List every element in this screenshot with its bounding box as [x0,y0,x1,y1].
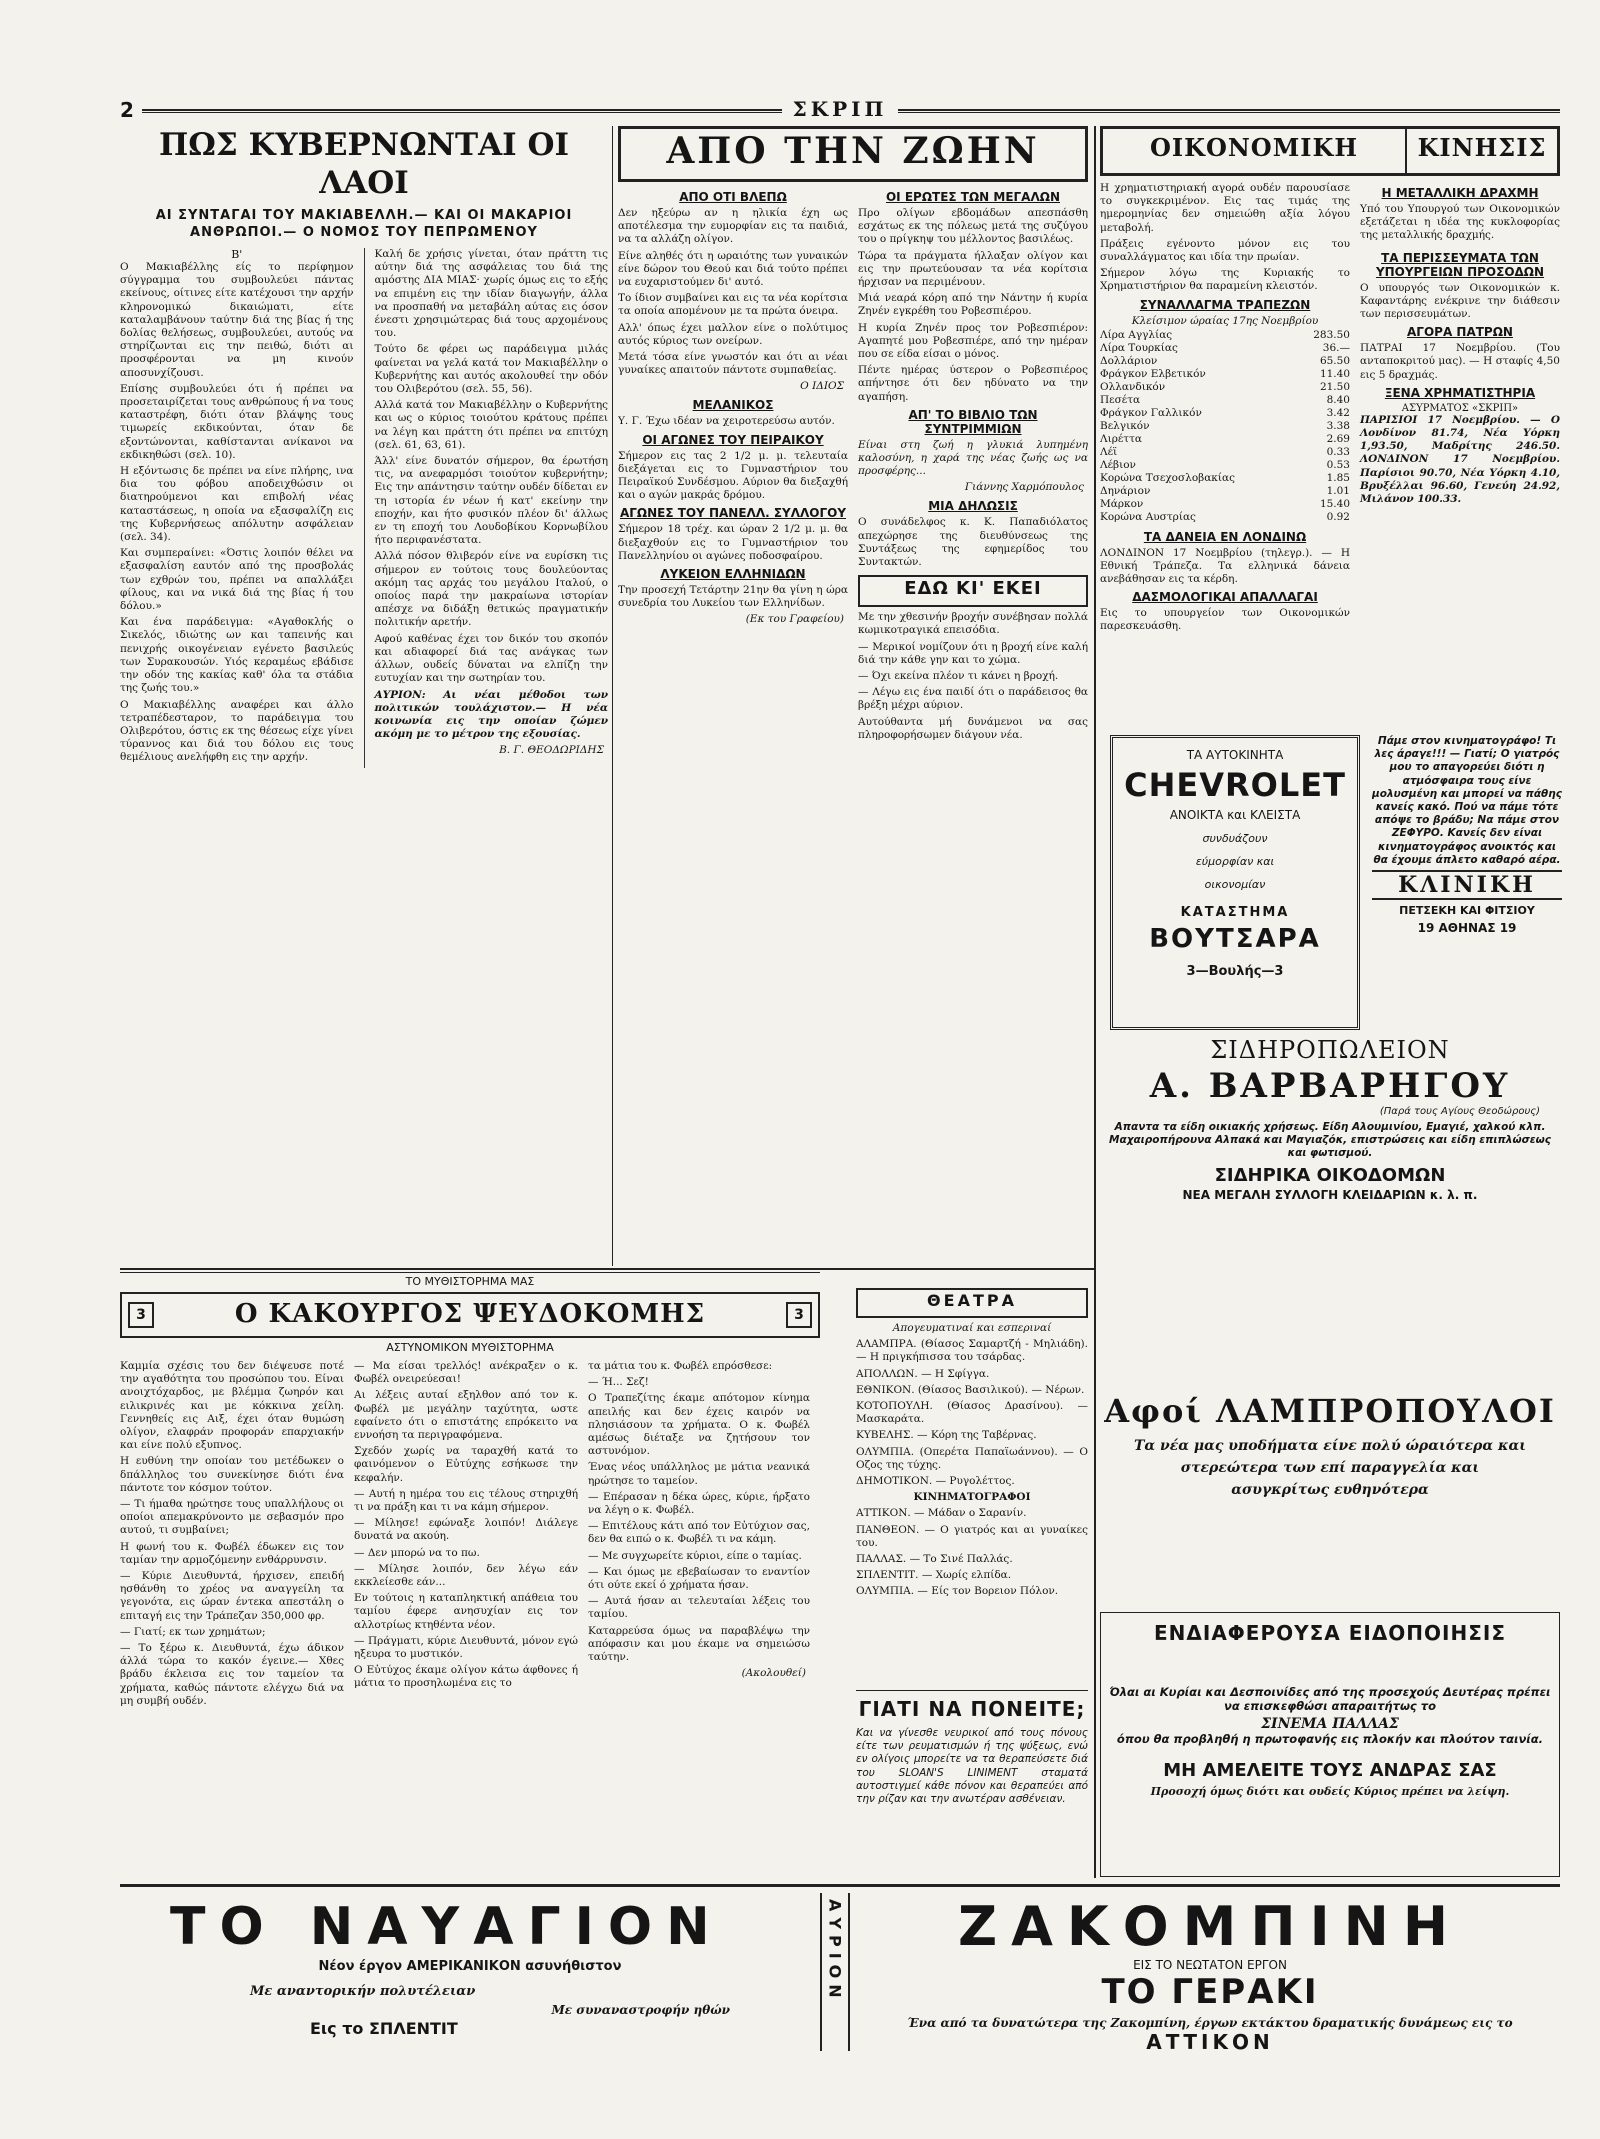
economics-title-2: ΚΙΝΗΣΙΣ [1417,133,1547,162]
rate-currency: Φράγκον Γαλλικόν [1100,406,1202,419]
notice-text-2: όπου θα προβληθή η πρωτοφανής εις πλοκήν και πλούτον ταινία. [1116,1732,1544,1746]
chev-line-1: ΑΝΟΙΚΤΑ και ΚΛΕΙΣΤΑ [1169,808,1301,822]
listing-line: ΕΘΝΙΚΟΝ. (Θίασος Βασιλικού). — Νέρων. [856,1383,1085,1396]
paragraph: — Δεν μπορώ να το πω. [354,1546,480,1559]
article-column-2 [375,248,609,768]
dasmo-title: ΔΑΣΜΟΛΟΓΙΚΑΙ ΑΠΑΛΛΑΓΑΙ [1132,590,1318,605]
serial-title-box [120,1292,820,1338]
paragraph: Τώρα τα πράγματα ήλλαξαν ολίγον και εις την πρωτεύουσαν τα νέα κορίτσια ήρχισαν να περιμένουν. [858,249,1088,289]
article-kyvernisi [120,126,608,1266]
rate-value: 21.50 [1319,380,1350,393]
nauagion-ad [130,1897,810,2052]
paragraph: — Μερικοί νομίζουν ότι η βροχή είνε καλή διά την κάθε γην και το χώμα. [858,640,1088,666]
bottom-banner [120,1884,1560,2054]
rate-value: 11.40 [1319,367,1350,380]
listing-line: ΑΠΟΛΛΩΝ. — Η Σφίγγα. [856,1367,990,1380]
nauagion-line-2: Με αναντορικήν πολυτέλειαν [250,1984,476,1999]
rate-value: 1.01 [1326,484,1350,497]
paragraph: Σήμερον 18 τρέχ. και ώραν 2 1/2 μ. μ. θα διεξαχθούν εις το Γυμναστήριον του Πανελληνίου οι αγώνες ποδοσφαίρου. [618,523,848,562]
article-signature: Β. Γ. ΘΕΟΔΩΡΙΔΗΣ [499,744,604,757]
rate-value: 283.50 [1313,328,1350,341]
listing-line: ΣΠΛΕΝΤΙΤ. — Χωρίς ελπίδα. [856,1569,1012,1582]
paragraph: Αλλά πόσον θλιβερόν είνε να ευρίσκη τις σήμερον εν τούτοις τους δουλεύοντας ακόμη τας αρχάς του μεγάλου Ιταλού, ο οποίος παρά την μακραίωνα ιστορίαν απέσχε να διδάξη θετικώς πραγματικήν πολιτικήν αρετήν. [374,550,608,629]
paragraph: Ένας νέος υπάλληλος με μάτια νεανικά ηρώτησε το ταμείον. [588,1461,810,1487]
listing-line: ΑΛΑΜΠΡΑ. (Θίασος Σαμαρτζή - Μηλιάδη). — Η πριγκήπισσα του τσάρδας. [856,1338,1088,1364]
london-title: ΤΑ ΔΑΝΕΙΑ ΕΝ ΛΟΝΔΙΝΩ [1143,529,1307,544]
serial-number-right: 3 [786,1302,812,1328]
rate-currency: Δηνάριον [1100,484,1151,497]
paragraph: Δεν ηξεύρω αν η ηλικία έχη ως αποτέλεσμα την ευμορφίαν εις τα παιδιά, να τα αλλάζη ολίγον. [618,207,848,246]
clinic-name: ΚΛΙΝΙΚΗ [1372,870,1562,900]
paragraph: Υ. Γ. Έχω ιδέαν να χειροτερεύσω αυτόν. [618,415,835,428]
paragraph: Σήμερον εις τας 2 1/2 μ. μ. τελευταία διεξάγεται εις το Γυμναστήριον του Πειραϊκού Συνδέσμου. Αύριον θα διεξαχθή και ο αγών μακράς δρόμου. [618,449,848,502]
rate-currency: Λίρα Τουρκίας [1100,341,1178,354]
article-subtitle-1: ΑΙ ΣΥΝΤΑΓΑΙ ΤΟΥ ΜΑΚΙΑΒΕΛΛΗ.— ΚΑΙ ΟΙ ΜΑΚΑΡΙΟΙ [155,208,573,223]
nauagion-title: ΤΟ ΝΑΥΑΓΙΟΝ [170,1897,724,1957]
rate-row [1100,498,1350,511]
paragraph: Και συμπεραίνει: «Όστις λοιπόν θέλει να εξασφαλίση εαυτόν από της προσβολάς των εχθρών του, πρέπει να απαλλάξει φίλους, και να νικά διά της βίας ή του δόλου.» [120,547,354,613]
paragraph: Είναι στη ζωή η γλυκιά λυπημένη καλοσύνη, η χαρά της νέας ζωής ως να προσφέρης... [858,438,1088,478]
zoe-sub-right: ΟΙ ΕΡΩΤΕΣ ΤΩΝ ΜΕΓΑΛΩΝ [885,190,1060,204]
rate-currency: Βελγικόν [1100,419,1150,432]
paragraph: — Λέγω εις ένα παιδί ότι ο παράδεισος θα βρέξη μέχρι αύριον. [858,686,1088,712]
listing-line: ΚΟΤΟΠΟΥΛΗ. (Θίασος Δρασίνου). — Μασκαράτα. [856,1400,1088,1426]
closing-note: ΑΥΡΙΟΝ: Αι νέαι μέθοδοι των πολιτικών τουλάχιστον.— Η νέα κοινωνία εις την οποίαν ζώμεν ακόμη με το μέτρον της εξουσίας. [374,688,608,741]
serial-column-1 [120,1360,344,1711]
serial-column-2 [354,1360,578,1711]
paragraph: Άλλ' είνε δυνατόν σήμερον, θα έρωτήση τις, να ανεφαρμόσι τοιούτον κυβερνήτην; Εις την απάντησιν ταύτην ουδέν δίδεται εν τη ιστορία έν νέων ή κατ' εκείνην την εποχήν, και ήτο φυσικόν πλέον δι' άλλως εν τη εποχή του Λουδοβίκου Κορνωβίλου ήτο περιφανέστατα. [374,455,608,547]
panell-head: ΑΓΩΝΕΣ ΤΟΥ ΠΑΝΕΛΛ. ΣΥΛΛΟΓΟΥ [619,506,847,521]
theatre-title-box [856,1288,1088,1318]
paragraph: Επίσης συμβουλεύει ότι ή πρέπει να προσεταιρίζεται τους ανθρώπους ή να τους καταστρέφη, διότι όταν βλάψης τους τιμωρείς εκδικούνται, όταν δε εξοντώνονται, καθίστανται ανίκανοι να εκδικηθώσι (σελ. 10). [120,382,354,461]
zoe-column-2 [858,186,1088,745]
rate-row [1100,394,1350,407]
rate-value: 2.69 [1326,432,1350,445]
listing-line: ΟΛΥΜΠΙΑ. — Είς τον Βορειον Πόλον. [856,1585,1059,1598]
paragraph: Με την χθεσινήν βροχήν συνέβησαν πολλά κωμικοτραγικά επεισόδια. [858,611,1088,637]
rate-row [1100,446,1350,459]
paragraph: Καμμία σχέσις του δεν διέψευσε ποτέ την αγαθότητα του προσώπου του. Είναι ανοιχτόχαρδος, με βλέμμα ζωηρόν και ειλικρινές και με κόκκινα χείλη. Γεννηθείς εις Αιξ, έχει όταν θυμώση ολίγον, ελαφράν προφοράν επαρχιακήν και είνε πολύ εξυπνος. [120,1360,344,1452]
xena-sub: ΑΣΥΡΜΑΤΟΣ «ΣΚΡΙΠ» [1401,402,1519,414]
iron-name: Α. ΒΑΡΒΑΡΗΓΟΥ [1149,1066,1511,1106]
economics-column-2 [1360,182,1560,637]
iron-text: Απαντα τα είδη οικιακής χρήσεως. Είδη Αλουμινίου, Εμαγιέ, χαλκού κλπ. Μαχαιροπήρουνα Αλπακά και Μαγιαζόκ, επιστρώσεις και είδη επιπλώσεως και φωτισμού. [1109,1121,1551,1160]
melan-head: ΜΕΛΑΝΙΚΟΣ [692,398,774,413]
ypothesi-signature: Γιάννης Χαρμόπουλος [964,481,1084,494]
paragraph: Πέντε ημέρας ύστερον ο Ροβεσπιέρος απήντησε ότι δεν ηδύνατο να την αγαπήση. [858,364,1088,403]
iron-place: (Παρά τους Αγίους Θεοδώρους) [1379,1106,1540,1117]
patras-title: ΑΓΟΡΑ ΠΑΤΡΩΝ [1407,325,1513,340]
rate-row [1100,485,1350,498]
surplus-title: ΤΑ ΠΕΡΙΣΣΕΥΜΑΤΑ ΤΩΝ ΥΠΟΥΡΓΕΙΩΝ ΠΡΟΣΟΔΩΝ [1375,250,1545,279]
rate-value: 65.50 [1319,354,1350,367]
chev-line-2: συνδυάζουν [1202,832,1268,845]
paragraph: ΠΑΤΡΑΙ 17 Νοεμβρίου. (Του ανταποκριτού μας). — Η σταφίς 4,50 εις 5 δραχμάς. [1360,342,1560,381]
notice-warning: ΜΗ ΑΜΕΛΕΙΤΕ ΤΟΥΣ ΑΝΔΡΑΣ ΣΑΣ [1163,1760,1497,1781]
rate-currency: Λιρέττα [1100,432,1143,445]
iron-title: ΣΙΔΗΡΟΠΩΛΕΙΟΝ [1210,1036,1450,1064]
rate-currency: Λέβιον [1100,458,1136,471]
paragraph: Αι λέξεις αυταί εξηλθον από τον κ. Φωβέλ με μεγάλην ταχύτητα, ωστε εφαίνετο ότι ο επιστάτης επρόκειτο να εννοήση τα περιγραφόμενα. [354,1389,578,1442]
paragraph: — Όχι εκείνα πλέον τι κάνει η βροχή. [858,670,1059,683]
article-subtitle-2: ΑΝΘΡΩΠΟΙ.— Ο ΝΟΜΟΣ ΤΟΥ ΠΕΠΡΩΜΕΝΟΥ [190,225,538,240]
chevrolet-ad [1110,735,1360,1030]
rate-value: 3.38 [1326,419,1350,432]
drachma-title: Η ΜΕΤΑΛΛΙΚΗ ΔΡΑΧΜΗ [1381,186,1539,200]
rate-value: 36.— [1322,341,1350,354]
paragraph: — Επέρασαν η δέκα ώρες, κύριε, ήρξατο να λέγη ο κ. Φωβέλ. [588,1490,810,1517]
paragraph: Και ένα παράδειγμα: «Αγαθοκλής ο Σικελός, ιδιώτης ων και ταπεινής και πενιχρής οικογένειαν εγένετο βασιλεύς των Συρακουσών. Υιός κεραμέως εβάδισε την οδόν της κακίας καθ' όλα τα στάδια της ζωής του.» [120,616,354,695]
paragraph: Καλή δε χρήσις γίνεται, όταν πράττη τις αύτην διά της ασφάλειας του διά της αμόστης ΔΙΑ ΜΙΑΣ· χωρίς όμως εις το εξής να επιμένη εις την ιδίαν διαγωγήν, άλλα να προσπαθή να μεταβάλη αύτας εις όσον ένεστι χρησιμώτερας διά τους αρχομένους του. [374,248,608,340]
rate-row [1100,368,1350,381]
notice-cinema: ΣΙΝΕΜΑ ΠΑΛΛΑΣ [1261,1716,1399,1732]
chev-name: ΒΟΥΤΣΑΡΑ [1149,924,1321,954]
article-column-1 [120,248,354,768]
chev-line-3: εύμορφίαν και [1195,855,1275,868]
paragraph: Την προσεχή Τετάρτην 21ην θα γίνη η ώρα συνεδρία του Λυκείου των Ελληνίδων. [618,584,848,610]
economics-column-1 [1100,182,1350,637]
edo-title-box [858,575,1088,607]
listing-line: ΑΤΤΙΚΟΝ. — Μάδαν ο Σαρανίν. [856,1507,1027,1520]
serial-continued: (Ακολουθεί) [741,1667,806,1680]
paragraph: Αλλά κατά τον Μακιαβέλλην ο Κυβερνήτης και ως ο κύριος τοιούτου κράτους πρέπει να λέγη και πράττη ότι πρέπει να επιτύχη (σελ. 61, 63, 61). [374,399,608,451]
ironstore-ad [1100,1036,1560,1211]
rate-currency: Φράγκον Ελβετικόν [1100,367,1206,380]
paragraph: Αυτούθαντα μή δυνάμενοι να σας πληροφορήσωμεν διάγουν νέα. [858,715,1088,741]
lykeion-head: ΛΥΚΕΙΟΝ ΕΛΛΗΝΙΔΩΝ [660,567,806,582]
section-mark: Β' [231,248,243,261]
zoe-column-1 [618,186,848,745]
iron-sub-1: ΣΙΔΗΡΙΚΑ ΟΙΚΟΔΟΜΩΝ [1214,1164,1446,1186]
paragraph: Η χρηματιστηριακή αγορά ουδέν παρουσίασε το συγκεκριμένον. Εις τας τιμάς της ημερομηνίας δεν σημειώθη αξία λόγου μεταβολή. [1100,182,1350,234]
paragraph: Υπό του Υπουργού των Οικονομικών εξετάζεται η ιδέα της κυκλοφορίας της μεταλλικής δραχμής. [1360,203,1560,242]
notice-text: Όλαι αι Κυρίαι και Δεσποινίδες από της προσεχούς Δευτέρας πρέπει να επισκεφθώσι απαραιτήτως το [1109,1685,1551,1713]
paragraph: Τούτο δε φέρει ως παράδειγμα μιλάς φαίνεται να γελά κατά τον Μακιαβέλλην ο Κυβερνήτης και αυτός ακολουθεί την οδόν του Ολιβερότου (σελ. 55, 56). [374,343,608,396]
lamp-line-1: Τα νέα μας υποδήματα είνε πολύ ώραιότερα και [1133,1438,1527,1454]
rate-row [1100,472,1350,485]
rate-row [1100,381,1350,394]
iron-sub-2: ΝΕΑ ΜΕΓΑΛΗ ΣΥΛΛΟΓΗ ΚΛΕΙΔΑΡΙΩΝ κ. λ. π. [1182,1187,1478,1202]
rate-currency: Λίρα Αγγλίας [1100,328,1173,341]
paragraph: Εις το υπουργείον των Οικονομικών παρεσκευάσθη. [1100,607,1350,633]
serial-column-3 [588,1360,810,1711]
chev-line-4: οικονομίαν [1204,878,1266,891]
listing-subhead: ΚΙΝΗΜΑΤΟΓΡΑΦΟΙ [913,1491,1031,1504]
zoe-title-box [618,126,1088,182]
paragraph: Μιά νεαρά κόρη από την Νάντην ή κυρία Ζηνέν εγκρέθη του Ροβεσπιέρου. [858,292,1088,318]
rate-row [1100,420,1350,433]
paragraph: Η εξόντωσις δε πρέπει να είνε πλήρης, ινα δια του φόβου αποδειχθώσιν οι διατηρούμενοι και επιβολή νέας καταστάσεως, η οποία να εξασφαλίζη εις της Κυβερνήσεως απόλυτην ασφάλειαν (σελ. 34). [120,465,354,544]
rate-currency: Μάρκον [1100,497,1144,510]
paragraph: Ο Μακιαβέλλης αναφέρει και άλλο τετραπέδεσταρον, το παράδειγμα του Ολιβερότου, όστις εκ της θέσεως είχε γίνει τύραννος και διά του δόλου εις τους θεμέλιους ανελήφθη εις την αρχήν. [120,698,354,764]
lamp-line-2: στερεώτερα των επί παραγγελία και [1180,1460,1480,1476]
zakompini-text: Ένα από τα δυνατώτερα της Ζακομπίνη, έργων εκτάκτου δραματικής δυνάμεως εις το [907,2016,1513,2030]
column-rule [612,126,613,1266]
rate-currency: Κορώνα Τσεχοσλοβακίας [1100,471,1235,484]
paragraph: Η φωνή του κ. Φωβέλ έδωκεν εις τον ταμίαν την αρμοζόμενην ενθάρρυνσιν. [120,1540,344,1566]
paragraph: Ο Εὐτύχος έκαμε ολίγον κάτω άφθονες ή μάτια το προσηλωμένα εις το [354,1664,578,1690]
lampropouloi-ad [1100,1392,1560,1527]
paragraph: — Το ξέρω κ. Διευθυντά, έχω άδικον άλλά τώρα το κακόν έγεινε.— Χθες βράδυ έκλεισα εις τον ταμείον τα χρήματα, καθώς πάντοτε ελέγχω διά να μη συμβή ουδέν. [120,1642,344,1707]
lykeion-signature: (Εκ του Γραφείου) [745,613,844,626]
rates-table [1100,329,1350,524]
rate-value: 15.40 [1319,497,1350,510]
liniment-title: ΓΙΑΤΙ ΝΑ ΠΟΝΕΙΤΕ; [858,1697,1086,1721]
rate-value: 3.42 [1326,406,1350,419]
rate-row [1100,342,1350,355]
serial-label: ΤΟ ΜΥΘΙΣΤΟΡΗΜΑ ΜΑΣ [120,1272,820,1288]
paragraph: Ο Μακιαβέλλης είς το περίφημον σύγγραμμα του συμβουλεύει πάντας εκείνους, οίτινες είτε κατέχουσι την αρχήν κληρονομικώ δικαιώματι, είτε καταλαμβάνουν ταύτην διά της βίας ή της δολίας θελήσεως, συμβουλεύει, αυτούς να στηρίζωνται εις την πειθώ, διότι αι προσφέρονται να μη κινούν αποσυνχίζουσι. [120,261,354,379]
rate-row [1100,329,1350,342]
listing-line: ΔΗΜΟΤΙΚΟΝ. — Ρυγολέττος. [856,1475,1015,1488]
chev-brand: CHEVROLET [1124,766,1346,804]
paragraph: Σχεδόν χωρίς να ταραχθή κατά το φαινόμενον ο Εὐτύχης εσήκωσε την κεφαλήν. [354,1445,578,1484]
zoe-sub-left: ΑΠΟ ΟΤΙ ΒΛΕΠΩ [679,190,787,204]
xena-title: ΞΕΝΑ ΧΡΗΜΑΤΙΣΤΗΡΙΑ [1384,385,1536,400]
ypothesi-head: ΑΠ' ΤΟ ΒΙΒΛΙΟ ΤΩΝ ΣΥΝΤΡΙΜΜΙΩΝ [908,407,1038,436]
column-rule [1094,126,1096,1878]
paragraph: — Ή... Σεζ! [588,1376,649,1389]
paragraph: ΠΑΡΙΣΙΟΙ 17 Νοεμβρίου. — Ο Λονδίνον 81.74, Νέα Υόρκη 1,93.50, Μαδρίτης 246.50. ΛΟΝΔΙΝΟΝ 17 Νοεμβρίου. Παρίσιοι 90.70, Νέα Υόρκη 4.10, Βρυξέλλαι 96.60, Γενεύη 24.92, Μιλάνον 100.33. [1360,413,1560,506]
rate-value: 1.85 [1326,471,1350,484]
zakompini-film: ΤΟ ΓΕΡΑΚΙ [1101,1972,1319,2012]
rate-row [1100,433,1350,446]
serial-title: Ο ΚΑΚΟΥΡΓΟΣ ΨΕΥΔΟΚΟΜΗΣ [234,1299,706,1329]
serial-subtitle: ΑΣΤΥΝΟΜΙΚΟΝ ΜΥΘΙΣΤΟΡΗΜΑ [386,1341,554,1354]
notice-ad [1100,1612,1560,1877]
clinic-ad [1372,735,1562,1030]
chev-top: ΤΑ ΑΥΤΟΚΙΝΗΤΑ [1186,748,1284,762]
avrion-label: ΑΥΡΙΟΝ [825,1899,845,2004]
article-title: ΠΩΣ ΚΥΒΕΡΝΩΝΤΑΙ ΟΙ ΛΑΟΙ [159,127,569,201]
liniment-ad [856,1690,1088,1875]
zoe-section [618,126,1088,1276]
masthead-rule-left [142,109,782,113]
rate-currency: Πεσέτα [1100,393,1141,406]
theatre-title: ΘΕΑΤΡΑ [927,1291,1017,1310]
listing-line: ΠΑΛΛΑΣ. — Το Σινέ Παλλάς. [856,1553,1013,1566]
zoe-title: ΑΠΟ ΤΗΝ ΖΩΗΝ [666,130,1040,172]
paragraph: Αφού καθένας έχει τον δικόν του σκοπόν και αδιαφορεί διά τας ανάγκας των άλλων, ουδείς δύναται να ελπίζη την ευτυχίαν και την σωτηρίαν του. [374,632,608,685]
economics-title-1: ΟΙΚΟΝΟΜΙΚΗ [1103,129,1407,173]
paragraph: Προ ολίγων εβδομάδων απεσπάσθη εσχάτως εκ της πόλεως μετά της συζύγου του ο πρίγκηψ του μέλλοντος βασιλέως. [858,207,1088,246]
zakompini-cinema: ΑΤΤΙΚΟΝ [1146,2030,1274,2054]
dilosis-head: ΜΙΑ ΔΗΛΩΣΙΣ [928,499,1018,514]
paragraph: — Με συγχωρείτε κύριοι, είπε ο ταμίας. [588,1549,802,1562]
piraeus-head: ΟΙ ΑΓΩΝΕΣ ΤΟΥ ΠΕΙΡΑΙΚΟΥ [642,432,824,447]
rate-currency: Ολλανδικόν [1100,380,1166,393]
paragraph: Αλλ' όπως έχει μαλλον είνε ο πολύτιμος αυτός κύριος των ονείρων. [618,321,848,347]
zakompini-sub: ΕΙΣ ΤΟ ΝΕΩΤΑΤΟΝ ΕΡΓΟΝ [1133,1958,1287,1972]
edo-title: ΕΔΩ ΚΙ' ΕΚΕΙ [904,578,1042,600]
serial-number-left: 3 [128,1302,154,1328]
listing-line: ΚΥΒΕΛΗΣ. — Κόρη της Ταβέρνας. [856,1429,1037,1442]
rate-value: 0.53 [1326,458,1350,471]
paragraph: — Γιατί; εκ των χρημάτων; [120,1625,266,1638]
paragraph: — Επιτέλους κάτι από τον Εὐτύχιον σας, δεν θα ειπώ ο κ. Φωβέλ τι να κάμη. [588,1520,810,1546]
chev-address: 3—Βουλής—3 [1186,964,1284,979]
zakompini-name: ΖΑΚΟΜΠΙΝΗ [957,1895,1463,1958]
rate-value: 0.92 [1326,510,1350,523]
listing-line: ΠΑΝΘΕΟΝ. — Ο γιατρός και αι γυναίκες του. [856,1523,1088,1549]
paragraph: Ο Τραπεζίτης έκαμε απότομον κίνημα απειλής και δεν έχεις καιρόν να πλησιάσουν τα χρήματα. Ο κ. Φωβέλ αμέσως διέταξε να ζητήσουν τον αστυνόμον. [588,1392,810,1458]
nauagion-line-1: Νέον έργον ΑΜΕΡΙΚΑΝΙΚΟΝ ασυνήθιστον [318,1959,622,1974]
paragraph: — Αυτά ήσαν αι τελευταίαι λέξεις του ταμίου. [588,1595,810,1621]
page-number: 2 [120,98,134,122]
rate-value: 8.40 [1326,393,1350,406]
listing-line: Απογευματιναί και εσπεριναί [892,1322,1052,1334]
paragraph: — Μίλησε λοιπόν, δεν λέγω εάν εκκλείεσθε εάν... [354,1562,578,1589]
lamp-name: Αφοί ΛΑΜΠΡΟΠΟΥΛΟΙ [1104,1392,1556,1430]
lamp-line-3: ασυγκρίτως ευθηνότερα [1231,1482,1429,1498]
theatre-listing [856,1322,1088,1599]
economics-title-box [1100,126,1560,176]
paragraph: Εν τούτοις η καταπληκτική απάθεια του ταμίου έφερε ανησυχίαν εις τον αλλοτρίως κτηθέντα νέον. [354,1592,578,1631]
rate-row [1100,511,1350,524]
column-divider [364,248,365,768]
notice-title: ΕΝΔΙΑΦΕΡΟΥΣΑ ΕΙΔΟΠΟΙΗΣΙΣ [1154,1621,1506,1645]
nauagion-line-4: Εις το ΣΠΛΕΝΤΙΤ [310,2019,458,2038]
paragraph: Ο συνάδελφος κ. Κ. Παπαδιόλατος απεχώρησε της διευθύνσεως της Συντάξεως της εφημερίδος του Συντακτών. [858,516,1088,569]
notice-warning-2: Προσοχή όμως διότι και ουδείς Κύριος πρέπει να λείψη. [1150,1785,1510,1798]
paragraph: Η κυρία Ζηνέν προς τον Ροβεσπιέρον: Αγαπητέ μου Ροβεσπιέρε, από την ημέραν που σε είδα είσαι ο μόνος. [858,321,1088,361]
masthead-rule-right [898,109,1560,113]
zoe-signature: Ο ΙΔΙΟΣ [800,380,844,393]
paragraph: — Κύριε Διευθυντά, ήρχισεν, επειδή ησθάνθη το χρέος να αναγγείλη τα γεγονότα, εις ώραν έντεκα απεστάλη ο επιταγή εις την Τράπεζαν 350,000 φρ. [120,1570,344,1622]
paper-name: ΣΚΡΙΠ [792,97,888,121]
rate-currency: Δολλάριον [1100,354,1158,367]
paragraph: Ο υπουργός των Οικονομικών κ. Καφαντάρης ενέκρινε την διάθεσιν των περισσευμάτων. [1360,281,1560,321]
clinic-text: Πάμε στον κινηματογράφο! Τι λες άραγε!!! — Γιατί; Ο γιατρός μου το απαγορεύει διότι η ατμόσφαιρα τους είνε μολυσμένη και μπορεί να πάθης κανείς κακό. Πού να πάμε τότε απόψε το βράδυ; Να πάμε στον ΖΕΦΥΡΟ. Κανείς δεν είναι κινηματογράφος ανοικτός και θα έχουμε άπλετο καθαρό αέρα. [1372,735,1562,866]
rate-row [1100,355,1350,368]
masthead [120,97,1560,122]
paragraph: Η ευθύνη την οποίαν του μετέδωκεν ο δπάλληλος του συνεκίνησε διότι ένα πάντοτε τον κόσμον τούτον. [120,1455,344,1494]
rate-value: 0.33 [1326,445,1350,458]
paragraph: Καταρρεύσα όμως να παραβλέψω την απόφασιν και μου έκαμε να σημειώσω ταύτην. [588,1624,810,1664]
paragraph: Το ίδιον συμβαίνει και εις τα νέα κορίτσια τα οποία απομένουν με τα πρώτα όνειρα. [618,292,848,318]
rate-row [1100,459,1350,472]
paragraph: Πράξεις εγένοντο μόνον εις του συναλλάγματος και ιδία την πρωίαν. [1100,237,1350,264]
rates-header: Κλείσιμον ώραίας 17ης Νοεμβρίου [1131,314,1319,327]
rate-currency: Λέϊ [1100,445,1118,458]
paragraph: — Αυτή η ημέρα του εις τέλους στηριχθή τι να πράξη και τι να κάμη σήμερον. [354,1487,578,1514]
paragraph: Μετά τόσα είνε γνωστόν και ότι αι νέαι γυναίκες απαιτούν πάντοτε συμπαθείας. [618,351,848,377]
rate-currency: Κορώνα Αυστρίας [1100,510,1196,523]
avrion-box [820,1893,850,2051]
rates-title: ΣΥΝΑΛΛΑΓΜΑ ΤΡΑΠΕΖΩΝ [1139,297,1311,312]
listing-line: ΟΛΥΜΠΙΑ. (Οπερέτα Παπαϊωάννου). — Ο Οζος της τύχης. [856,1445,1088,1471]
paragraph: Σήμερον λόγω της Κυριακής το Χρηματιστήριον θα παραμείνη κλειστόν. [1100,267,1350,293]
paragraph: — Τι ήμαθα ηρώτησε τους υπαλλήλους οι οποίοι απεμακρύνοντο με σεβασμόν προ αυτού, τι συμβαίνει; [120,1498,344,1537]
paragraph: ΛΟΝΔΙΝΟΝ 17 Νοεμβρίου (τηλεγρ.). — Η Εθνική Τράπεζα. Τα ελληνικά δάνεια ανεβάθησαν εις τα κέρδη. [1100,546,1350,586]
paragraph: — Και όμως με εβεβαίωσαν το εναντίον ότι ούτε εκεί ό χρήματα ήσαν. [588,1565,810,1592]
paragraph: — Μίλησε! εφώναξε λοιπόν! Διάλεγε δυνατά να ακούη. [354,1517,578,1543]
liniment-text: Και να γίνεσθε νευρικοί από τους πόνους είτε των ρευματισμών ή της ψύξεως, ενώ εν ολίγοις μπορείτε να τα θεραπεύσετε διά του SLOAN'S LINIMENT σταματά αυτοστιγμεί κάθε πόνον και θεραπεύει από την ρίζαν και την ανωτέραν ασθένειαν. [856,1727,1088,1806]
paragraph: τα μάτια του κ. Φωβέλ επρόσθεσε: [588,1360,773,1372]
paragraph: Είνε αληθές ότι η ωραιότης των γυναικών είνε δώρον του Θεού και διά τούτο πρέπει να ευχαριστούμεν δι' αυτό. [618,249,848,289]
zakompini-ad [860,1895,1560,2054]
clinic-address: 19 ΑΘΗΝΑΣ 19 [1417,921,1517,936]
chev-store: ΚΑΤΑΣΤΗΜΑ [1180,905,1290,920]
clinic-doctors: ΠΕΤΣΕΚΗ ΚΑΙ ΦΙΤΣΙΟΥ [1399,904,1535,918]
serial-novel [120,1272,820,1882]
section-rule [120,1268,1094,1270]
nauagion-line-3: Με συναναστροφήν ηθών [551,2003,730,2017]
paragraph: — Πράγματι, κύριε Διευθυντά, μόνον εγώ ηξευρα το μυστικόν. [354,1634,578,1661]
rate-row [1100,407,1350,420]
paragraph: — Μα είσαι τρελλός! ανέκραξεν ο κ. Φωβέλ ονειρεύεσαι! [354,1360,578,1386]
